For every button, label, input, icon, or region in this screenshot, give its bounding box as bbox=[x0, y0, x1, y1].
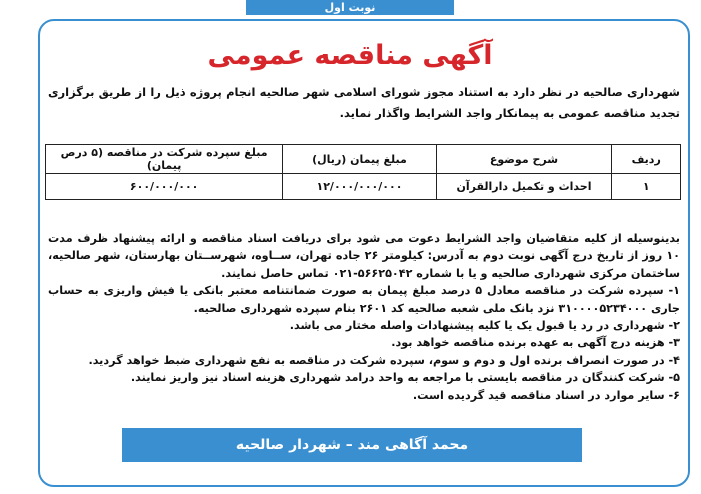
notice-headline: آگهی مناقصه عمومی bbox=[207, 40, 493, 71]
intro-paragraph: شهرداری صالحیه در نظر دارد به استناد مجوز شورای اسلامی شهر صالحیه انجام پروژه ذیل را از طریق برگزاری تجدید مناقصه عمومی به پیمانکار واجد الشرایط واگذار نماید. bbox=[48, 85, 680, 120]
invitation-paragraph: بدینوسیله از کلیه متقاضیان واجد الشرایط دعوت می شود برای دریافت اسناد مناقصه و ارائه پیشنهاد ظرف مدت ۱۰ روز از تاریخ درج آگهی نوبت دوم به آدرس: کیلومتر ۲۶ جاده تهران، ســاوه، شهرســتان بهارستان، شهر صالحیه، ساختمان مرکزی شهرداری صالحیه و یا با شماره ۵۶۶۲۵۰۴۲-۰۲۱ تماس حاصل نمایند. bbox=[48, 232, 680, 280]
table-row bbox=[46, 174, 681, 200]
header-subject: شرح موضوع bbox=[436, 145, 612, 174]
table-header-row bbox=[46, 145, 681, 174]
condition-3: ۳- هزینه درج آگهی به عهده برنده مناقصه خواهد بود. bbox=[391, 336, 680, 350]
condition-1: ۱- سپرده شرکت در مناقصه معادل ۵ درصد مبلغ پیمان به صورت ضمانتنامه معتبر بانکی یا فیش واریزی به حساب جاری ۳۱۰۰۰۰۵۲۳۴۰۰۰ نزد بانک ملی شعبه صالحیه کد ۲۶۰۱ بنام سپرده شهرداری صالحیه. bbox=[48, 284, 680, 315]
signature-band: محمد آگاهی مند – شهردار صالحیه bbox=[122, 428, 582, 462]
cell-subject: احداث و تکمیل دارالقرآن bbox=[436, 174, 612, 200]
cell-contract-amount: ۱۲/۰۰۰/۰۰۰/۰۰۰ bbox=[283, 174, 436, 200]
header-deposit-amount: مبلغ سپرده شرکت در مناقصه (۵ درص پیمان) bbox=[46, 145, 283, 174]
cell-deposit-amount: ۶۰۰/۰۰۰/۰۰۰ bbox=[46, 174, 283, 200]
cell-row-number: ۱ bbox=[612, 174, 681, 200]
header-contract-amount: مبلغ پیمان (ریال) bbox=[283, 145, 436, 174]
condition-5: ۵- شرکت کنندگان در مناقصه بایستی با مراجعه به واحد درامد شهرداری هزینه اسناد نیز واریز نمایند. bbox=[130, 371, 680, 385]
project-table bbox=[45, 144, 681, 200]
condition-4: ۴- در صورت انصراف برنده اول و دوم و سوم، سپرده شرکت در مناقصه به نفع شهرداری ضبط خواهد گردید. bbox=[88, 353, 680, 367]
header-row-number: ردیف bbox=[612, 145, 681, 174]
condition-2: ۲- شهرداری در رد یا قبول یک یا کلیه پیشنهادات واصله مختار می باشد. bbox=[289, 319, 680, 333]
notice-body bbox=[48, 230, 680, 404]
turn-badge: نوبت اول bbox=[246, 0, 454, 15]
condition-6: ۶- سایر موارد در اسناد مناقصه قید گردیده است. bbox=[412, 388, 680, 402]
